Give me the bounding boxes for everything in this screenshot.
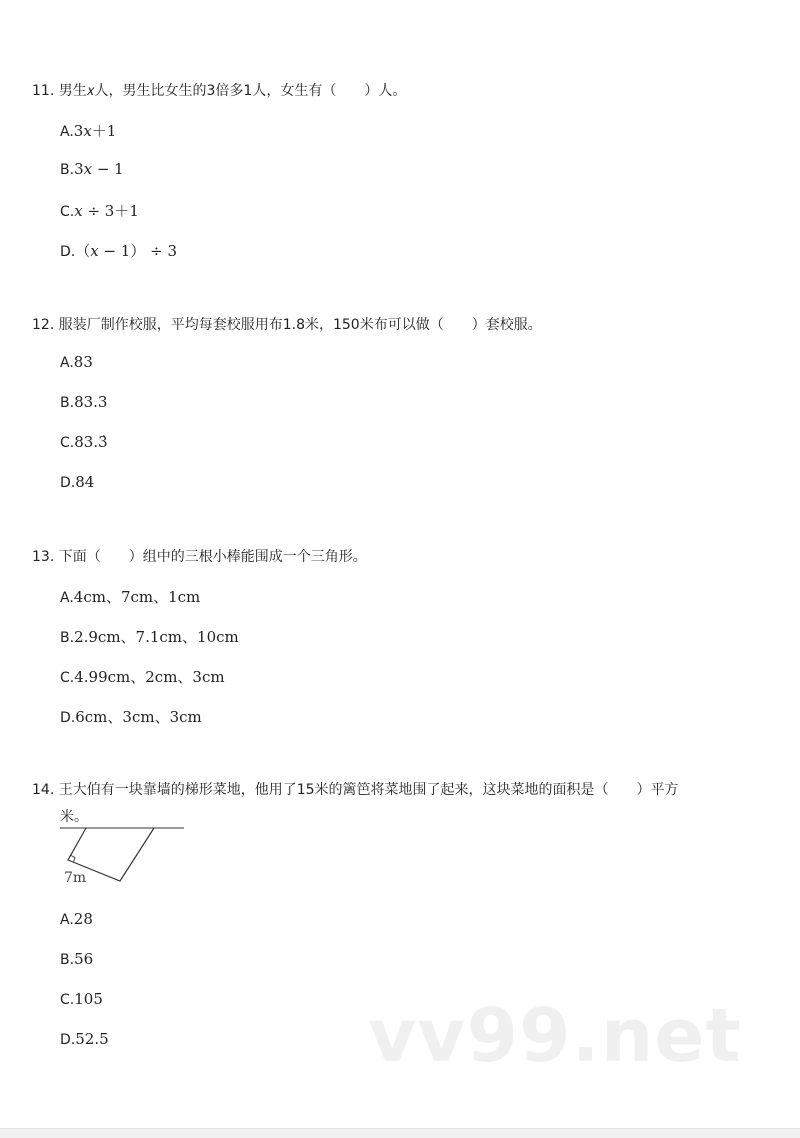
- watermark: vv99.net: [368, 993, 742, 1079]
- question-11-stem: [32, 80, 406, 100]
- question-14-stem: [32, 779, 679, 799]
- question-number: 11.: [32, 83, 55, 99]
- option-b[interactable]: B.83.3: [60, 393, 108, 411]
- question-text: 下面（ ）组中的三根小棒能围成一个三角形。: [58, 549, 367, 565]
- question-number: 13.: [32, 549, 55, 565]
- option-c[interactable]: C.83.3̇: [60, 433, 108, 451]
- question-text: 服装厂制作校服，平均每套校服用布1.8米，150米布可以做（ ）套校服。: [58, 317, 542, 333]
- trapezoid-figure: [58, 822, 188, 888]
- option-d[interactable]: D.6cm、3cm、3cm: [60, 708, 202, 726]
- option-d[interactable]: D.84: [60, 473, 95, 491]
- option-a[interactable]: A.28: [60, 910, 93, 928]
- question-text: 男生𝑥人，男生比女生的3倍多1人，女生有（ ）人。: [58, 83, 407, 99]
- option-c[interactable]: C.105: [60, 990, 103, 1008]
- option-b[interactable]: B.2.9cm、7.1cm、10cm: [60, 628, 239, 646]
- question-14-stem-continued: 米。: [60, 809, 88, 825]
- figure-label: 7m: [64, 870, 87, 886]
- option-d[interactable]: D.52.5: [60, 1030, 109, 1048]
- option-c[interactable]: C.𝑥 ÷ 3＋1: [60, 202, 139, 220]
- question-12-stem: [32, 314, 542, 334]
- question-13-stem: [32, 546, 367, 566]
- option-b[interactable]: B.56: [60, 950, 94, 968]
- option-c[interactable]: C.4.99cm、2cm、3cm: [60, 668, 225, 686]
- question-number: 14.: [32, 782, 55, 798]
- option-a[interactable]: A.4cm、7cm、1cm: [60, 588, 201, 606]
- option-a[interactable]: A.3𝑥＋1: [60, 122, 117, 140]
- question-number: 12.: [32, 317, 55, 333]
- option-a[interactable]: A.83: [60, 353, 93, 371]
- option-d[interactable]: D.（𝑥 − 1） ÷ 3: [60, 242, 177, 260]
- option-b[interactable]: B.3𝑥 − 1: [60, 160, 124, 178]
- question-text: 王大伯有一块靠墙的梯形菜地，他用了15米的篱笆将菜地围了起来，这块菜地的面积是（ ）平方: [58, 782, 679, 798]
